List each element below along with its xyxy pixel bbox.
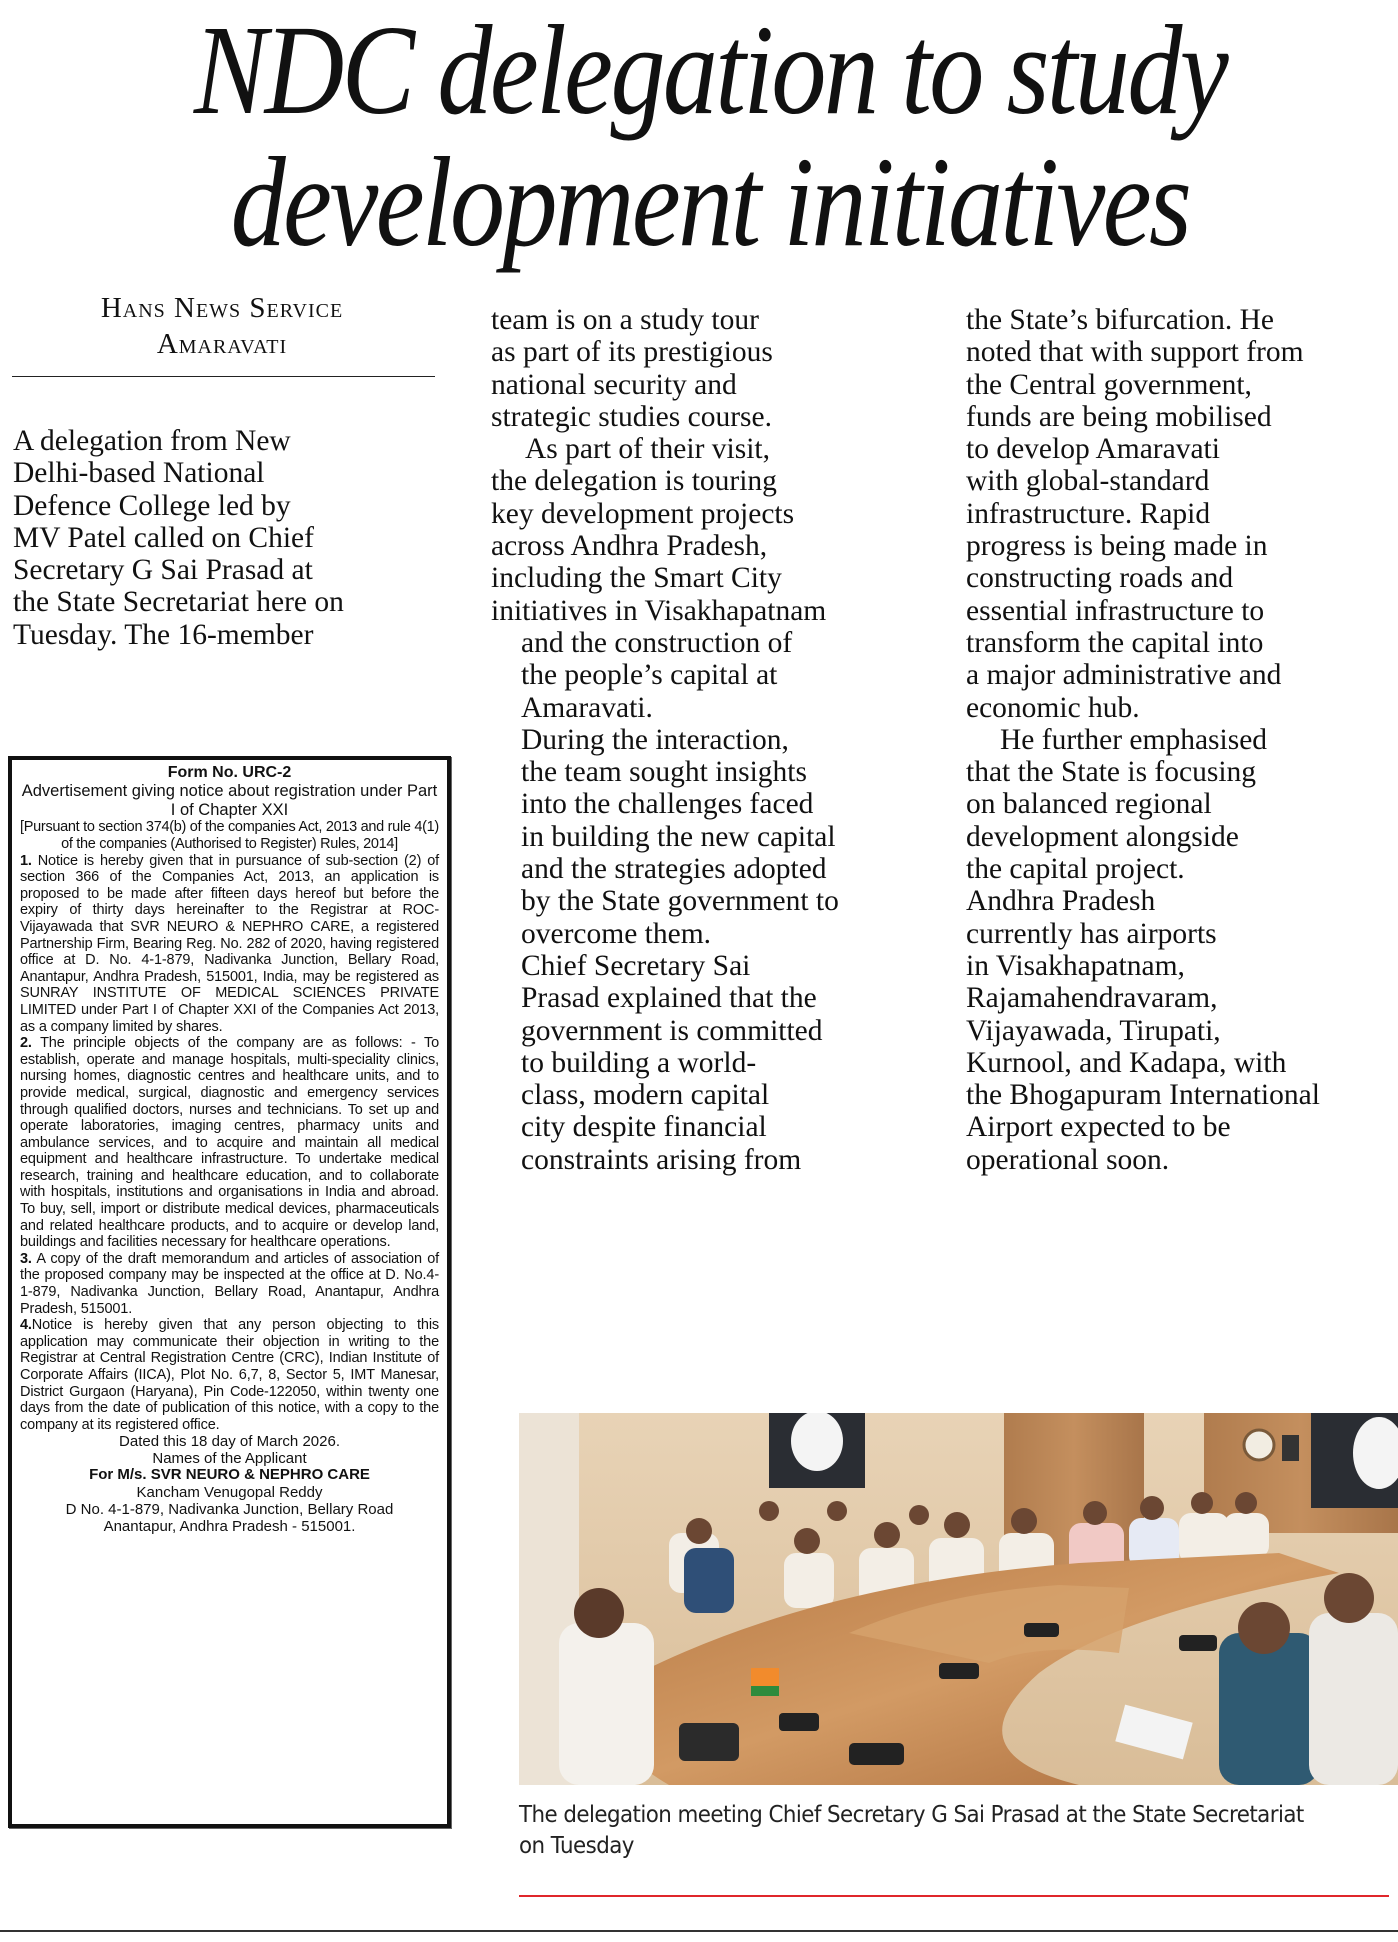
article-text-line: the team sought insights bbox=[521, 756, 807, 789]
article-text-line: Delhi-based National bbox=[13, 457, 265, 490]
article-text-line: overcome them. bbox=[521, 917, 712, 950]
article-text-line: Airport expected to be bbox=[966, 1111, 1231, 1144]
byline-dateline: Amaravati bbox=[156, 328, 288, 360]
photo-chief-secretary bbox=[559, 1623, 654, 1785]
news-photo bbox=[519, 1413, 1398, 1785]
article-text-line: transform the capital into bbox=[966, 626, 1264, 659]
notice-form-number: Form No. URC-2 bbox=[167, 764, 292, 781]
article-text-line: class, modern capital bbox=[521, 1079, 770, 1112]
notice-paragraph-4 bbox=[20, 1317, 439, 1433]
article-text-line: with global-standard bbox=[966, 465, 1210, 498]
article-text-line: Secretary G Sai Prasad at bbox=[13, 554, 313, 587]
article-text-line: infrastructure. Rapid bbox=[966, 497, 1211, 530]
article-text-line: essential infrastructure to bbox=[966, 594, 1265, 627]
article-text-line: constraints arising from bbox=[521, 1143, 802, 1176]
article-text-line: operational soon. bbox=[966, 1143, 1170, 1176]
article-text-line: across Andhra Pradesh, bbox=[491, 530, 768, 563]
notice-names-label: Names of the Applicant bbox=[152, 1450, 307, 1468]
article-text-line: by the State government to bbox=[521, 885, 839, 918]
article-text-line: city despite financial bbox=[521, 1111, 767, 1144]
article-text-line: the State Secretariat here on bbox=[13, 586, 344, 619]
article-text-line: He further emphasised bbox=[1000, 723, 1268, 756]
article-text-line: the delegation is touring bbox=[491, 465, 777, 498]
notice-dated: Dated this 18 day of March 2026. bbox=[119, 1433, 340, 1451]
article-text-line: team is on a study tour bbox=[491, 304, 759, 336]
article-text-line: currently has airports bbox=[966, 917, 1217, 950]
article-text-line: Amaravati. bbox=[521, 691, 653, 724]
article-text-line: development alongside bbox=[966, 820, 1239, 853]
article-text-line: economic hub. bbox=[966, 691, 1140, 724]
legal-notice-ad bbox=[8, 756, 451, 1828]
headline bbox=[134, 0, 1286, 273]
photo-clock bbox=[1244, 1430, 1274, 1460]
notice-paragraph-3 bbox=[20, 1251, 439, 1317]
notice-paragraph-number: 3. bbox=[20, 1250, 32, 1267]
notice-title: Advertisement giving notice about registration under Part I of Chapter XXI bbox=[21, 782, 438, 819]
notice-address-line-2: Anantapur, Andhra Pradesh - 515001. bbox=[103, 1517, 356, 1535]
article-text-line: the people’s capital at bbox=[521, 659, 778, 692]
article-text-line: initiatives in Visakhapatnam bbox=[491, 594, 827, 627]
headline-line-1: NDC delegation to study bbox=[193, 0, 1227, 141]
byline-agency: Hans News Service bbox=[100, 292, 344, 324]
notice-paragraph-number: 2. bbox=[20, 1035, 32, 1052]
notice-applicant-firm: For M/s. SVR NEURO & NEPHRO CARE bbox=[89, 1466, 370, 1484]
article-text-line: As part of their visit, bbox=[525, 433, 770, 466]
article-column-1 bbox=[13, 425, 433, 651]
article-text-line: Chief Secretary Sai bbox=[521, 949, 751, 982]
article-text-line: to building a world- bbox=[521, 1046, 757, 1079]
article-text-line: Defence College led by bbox=[13, 489, 291, 522]
notice-signatory: Kancham Venugopal Reddy bbox=[136, 1483, 323, 1501]
article-text-line: national security and bbox=[491, 368, 737, 401]
article-text-line: progress is being made in bbox=[966, 530, 1268, 563]
article-text-line: government is committed bbox=[521, 1014, 823, 1047]
article-text-line: Vijayawada, Tirupati, bbox=[966, 1014, 1221, 1047]
article-text-line: to develop Amaravati bbox=[966, 433, 1220, 466]
article-text-line: in building the new capital bbox=[521, 820, 836, 853]
article-text-line: Prasad explained that the bbox=[521, 982, 817, 1015]
article-text-line: the capital project. bbox=[966, 853, 1185, 886]
article-text-line: the Central government, bbox=[966, 368, 1252, 401]
article-text-line: on balanced regional bbox=[966, 788, 1212, 821]
article-text-line: that the State is focusing bbox=[966, 756, 1257, 789]
photo-caption: The delegation meeting Chief Secretary G Sai Prasad at the State Secretariat on Tuesday bbox=[519, 1802, 1304, 1859]
article-text-line: During the interaction, bbox=[521, 723, 789, 756]
article-text-line: in Visakhapatnam, bbox=[966, 949, 1185, 982]
notice-paragraph-text: The principle objects of the company are as follows: - To establish, operate and manage hospitals, multi-speciality clinics, nursing homes, diagnostic centres and healthcare units, and to provide medical, surgical, diagnostic and emergency services through qualified doctors, nurses and technicians. To set up and operate laboratories, imaging centres, pharmacy units and ambulance services, and to acquire and maintain all medical equipment and healthcare infrastructure. To undertake medical research, training and healthcare education, and to collaborate with hospitals, institutions and organisations in India and abroad. To buy, sell, import or distribute medical devices, pharmaceuticals and related healthcare products, and to acquire or develop land, buildings and facilities necessary for healthcare operations. bbox=[20, 1035, 439, 1251]
photo-visitor bbox=[1219, 1633, 1319, 1785]
notice-paragraph-text: Notice is hereby given that in pursuance of sub-section (2) of section 366 of the Companies Act, 2013, an application is proposed to be made after fifteen days hereof but before the expiry of thirty days hereinafter to the Registrar at ROC- Vijayawada that SVR NEURO & NEPHRO CARE, a registered Partnership Firm, Bearing Reg. No. 282 of 2020, having registered office at D. No. 4-1-879, Nadivanka Junction, Bellary Road, Anantapur, Andhra Pradesh, 515001, India, may be registered as SUNRAY INSTITUTE OF MEDICAL SCIENCES PRIVATE LIMITED under Part I of Chapter XXI of the Companies Act 2013, as a company limited by shares. bbox=[20, 852, 439, 1035]
article-text-line: A delegation from New bbox=[13, 425, 291, 457]
headline-line-2: development initiatives bbox=[230, 131, 1190, 273]
byline bbox=[12, 290, 432, 362]
notice-paragraph-number: 1. bbox=[20, 852, 32, 869]
caption-divider bbox=[519, 1895, 1389, 1897]
article-text-line: Andhra Pradesh bbox=[966, 885, 1156, 918]
article-text-line: Kurnool, and Kadapa, with bbox=[966, 1046, 1287, 1079]
page-bottom-rule bbox=[0, 1930, 1398, 1932]
article-text-line: a major administrative and bbox=[966, 659, 1282, 692]
article-text-line: into the challenges faced bbox=[521, 788, 814, 821]
notice-paragraph-2 bbox=[20, 1035, 439, 1251]
meeting-photo-illustration bbox=[519, 1413, 1398, 1785]
notice-paragraph-1 bbox=[20, 853, 439, 1036]
article-column-3 bbox=[966, 304, 1396, 1176]
article-text-line: Rajamahendravaram, bbox=[966, 982, 1218, 1015]
article-text-line: funds are being mobilised bbox=[966, 400, 1272, 433]
article-text-line: MV Patel called on Chief bbox=[13, 521, 314, 554]
article-text-line: Tuesday. The 16-member bbox=[13, 618, 314, 651]
article-text-line: key development projects bbox=[491, 497, 795, 530]
article-text-line: the Bhogapuram International bbox=[966, 1079, 1320, 1112]
notice-pursuant: [Pursuant to section 374(b) of the companies Act, 2013 and rule 4(1) of the companies (Authorised to Register) Rules, 2014] bbox=[20, 819, 439, 852]
notice-address-line-1: D No. 4-1-879, Nadivanka Junction, Bellary Road bbox=[65, 1500, 394, 1518]
photo-flag bbox=[751, 1668, 779, 1686]
notice-paragraph-text: Notice is hereby given that any person objecting to this application may communicate their objection in writing to the Registrar at Central Registration Centre (CRC), Indian Institute of Corporate Affairs (IICA), Plot No. 6,7, 8, Sector 5, IMT Manesar, District Gurgaon (Haryana), Pin Code-122050, within twenty one days from the date of publication of this notice, with a copy to the company at its registered office. bbox=[20, 1317, 439, 1433]
article-text-line: strategic studies course. bbox=[491, 400, 772, 433]
article-text-line: and the strategies adopted bbox=[521, 853, 827, 886]
notice-paragraph-number: 4. bbox=[20, 1317, 32, 1334]
byline-divider bbox=[12, 376, 435, 377]
article-text-line: including the Smart City bbox=[491, 562, 782, 595]
article-text-line: noted that with support from bbox=[966, 336, 1304, 369]
notice-paragraph-text: A copy of the draft memorandum and articles of association of the proposed company may be inspected at the office at D. No.4-1-879, Nadivanka Junction, Bellary Road, Anantapur, Andhra Pradesh, 515001. bbox=[20, 1250, 439, 1317]
photo-desk-phone bbox=[679, 1723, 739, 1761]
article-text-line: constructing roads and bbox=[966, 562, 1234, 595]
article-text-line: the State’s bifurcation. He bbox=[966, 304, 1275, 336]
article-text-line: and the construction of bbox=[521, 626, 793, 659]
article-text-line: as part of its prestigious bbox=[491, 336, 773, 369]
article-column-2 bbox=[491, 304, 931, 1176]
